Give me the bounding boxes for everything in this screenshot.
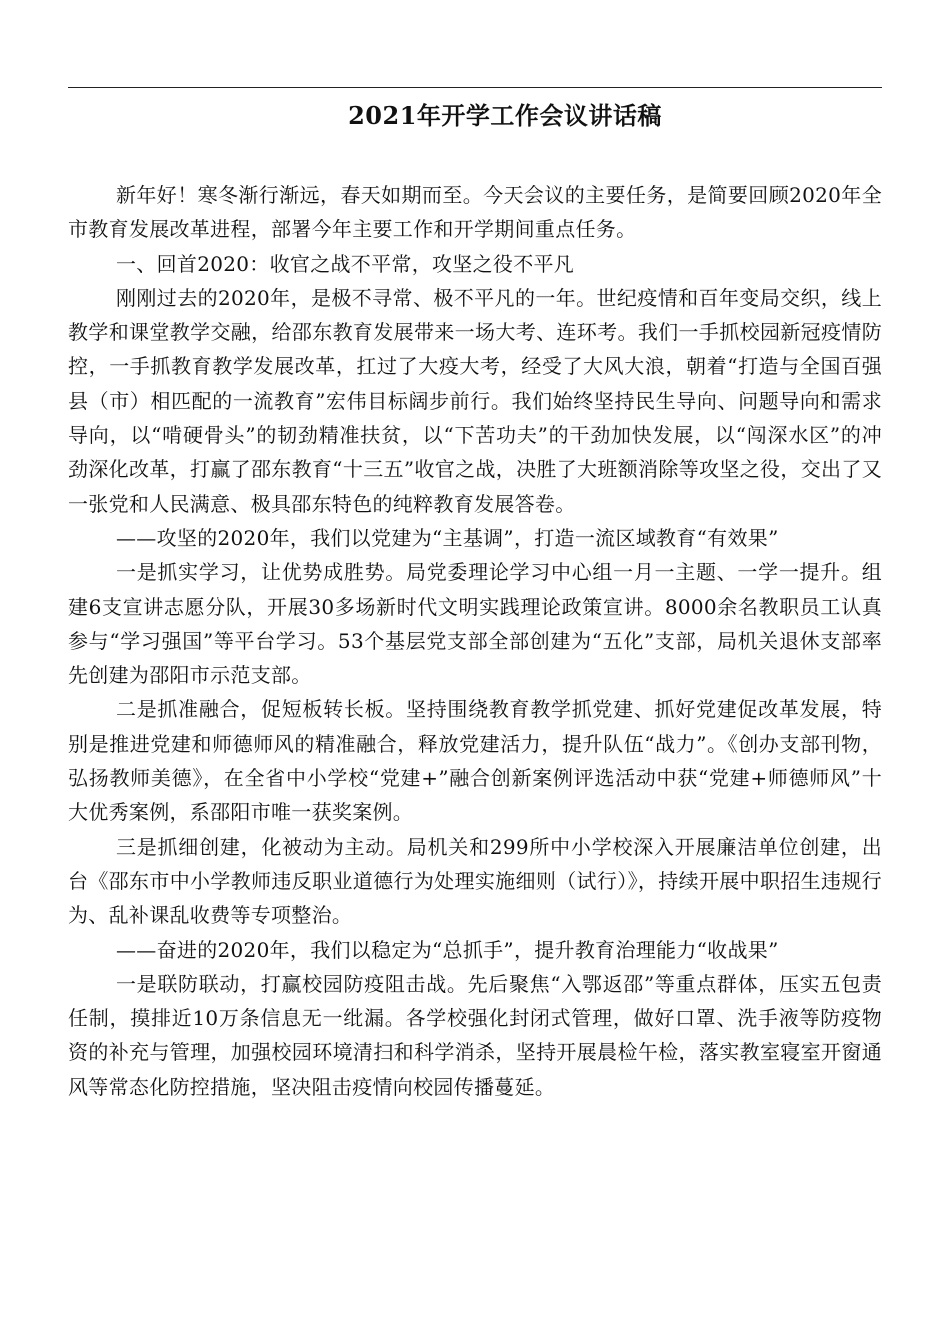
subheading-stability: ——奋进的2020年，我们以稳定为“总抓手”，提升教育治理能力“收战果” xyxy=(116,937,779,962)
paragraph-review-2020: 刚刚过去的2020年，是极不寻常、极不平凡的一年。世纪疫情和百年变局交织，线上教学和课堂教学交融，给邵东教育发展带来一场大考、连环考。我们一手抓校园新冠疫情防控，一手抓教育教学发展改革，扛过了大疫大考，经受了大风大浪，朝着“打造与全国百强县（市）相匹配的一流教育”宏伟目标阔步前行。我们始终坚持民生导向、问题导向和需求导向，以“啃硬骨头”的韧劲精准扶贫，以“下苦功夫”的干劲加快发展，以“闯深水区”的冲劲深化改革，打赢了邵东教育“十三五”收官之战，决胜了大班额消除等攻坚之役，交出了又一张党和人民满意、极具邵东特色的纯粹教育发展答卷。 xyxy=(68,285,882,516)
section-heading-1: 一、回首2020：收官之战不平常，攻坚之役不平凡 xyxy=(116,251,575,276)
paragraph-study: 一是抓实学习，让优势成胜势。局党委理论学习中心组一月一主题、一学一提升。组建6支宣讲志愿分队，开展30多场新时代文明实践理论政策宣讲。8000余名教职员工认真参与“学习强国”等平台学习。53个基层党支部全部创建为“五化”支部，局机关退休支部率先创建为邵阳市示范支部。 xyxy=(68,560,882,688)
document-body xyxy=(68,178,882,1104)
paragraph-integration: 二是抓准融合，促短板转长板。坚持围绕教育教学抓党建、抓好党建促改革发展，特别是推进党建和师德师风的精准融合，释放党建活力，提升队伍“战力”。《创办支部刊物，弘扬教师美德》，在全省中小学校“党建+”融合创新案例评选活动中获“党建+师德师风”十大优秀案例，系邵阳市唯一获奖案例。 xyxy=(68,697,882,825)
paragraph-epidemic-prevention: 一是联防联动，打赢校园防疫阻击战。先后聚焦“入鄂返邵”等重点群体，压实五包责任制，摸排近10万条信息无一纰漏。各学校强化封闭式管理，做好口罩、洗手液等防疫物资的补充与管理，加强校园环境清扫和科学消杀，坚持开展晨检午检，落实教室寝室开窗通风等常态化防控措施，坚决阻击疫情向校园传播蔓延。 xyxy=(68,971,882,1099)
header-rule xyxy=(68,87,882,88)
document-title: 2021年开学工作会议讲话稿 xyxy=(348,101,662,130)
paragraph-creation: 三是抓细创建，化被动为主动。局机关和299所中小学校深入开展廉洁单位创建，出台《邵东市中小学教师违反职业道德行为处理实施细则（试行）》，持续开展中职招生违规行为、乱补课乱收费等专项整治。 xyxy=(68,834,882,928)
subheading-party-building: ——攻坚的2020年，我们以党建为“主基调”，打造一流区域教育“有效果” xyxy=(116,525,779,550)
paragraph-greeting: 新年好！寒冬渐行渐远，春天如期而至。今天会议的主要任务，是简要回顾2020年全市教育发展改革进程，部署今年主要工作和开学期间重点任务。 xyxy=(68,183,882,242)
